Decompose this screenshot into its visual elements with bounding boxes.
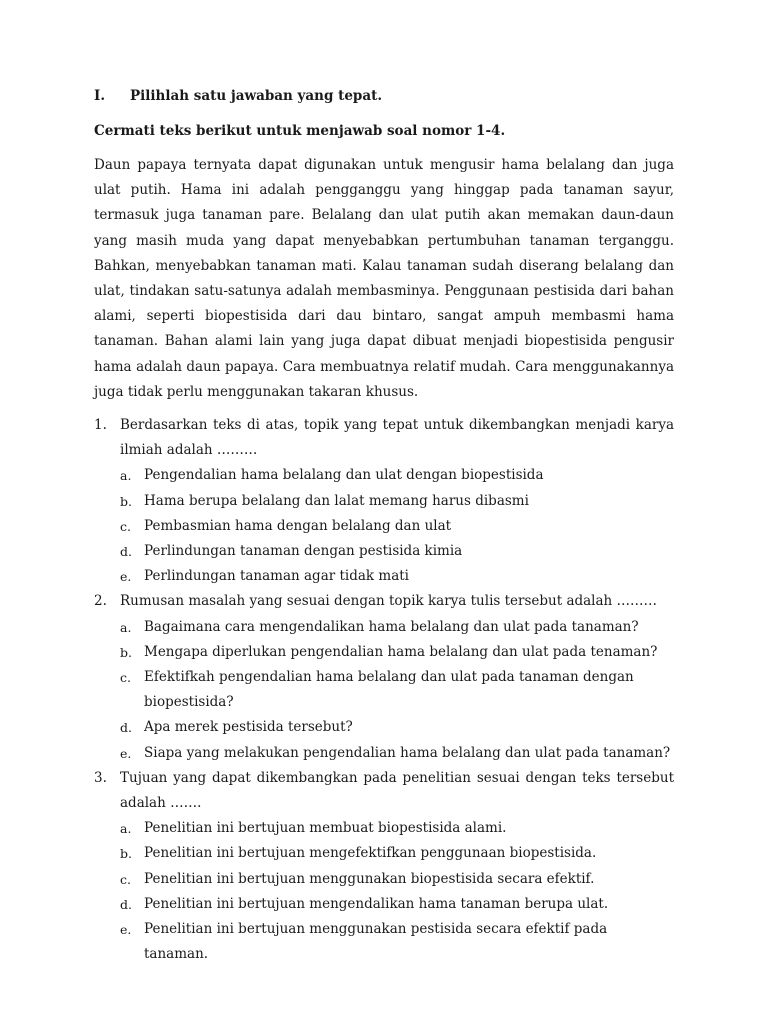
- question-number: 2.: [94, 593, 107, 610]
- option-d: [120, 539, 674, 564]
- option-letter: c.: [120, 871, 131, 887]
- option-letter: e.: [120, 922, 132, 938]
- question-text: Tujuan yang dapat dikembangkan pada penelitian sesuai dengan teks tersebut adalah …….: [120, 769, 674, 812]
- option-text: Pembasmian hama dengan belalang dan ulat: [144, 517, 452, 534]
- option-text: Hama berupa belalang dan lalat memang harus dibasmi: [144, 492, 529, 509]
- option-text: Penelitian ini bertujuan menggunakan biopestisida secara efektif.: [144, 870, 595, 887]
- option-letter: b.: [120, 493, 132, 509]
- option-letter: b.: [120, 644, 132, 660]
- question-text: Berdasarkan teks di atas, topik yang tepat untuk dikembangkan menjadi karya ilmiah adalah ………: [120, 417, 674, 459]
- option-e: [120, 917, 674, 967]
- option-e: [120, 564, 674, 589]
- option-text: Bagaimana cara mengendalikan hama belalang dan ulat pada tanaman?: [144, 618, 639, 635]
- option-letter: e.: [120, 569, 132, 585]
- option-letter: c.: [120, 518, 131, 534]
- option-letter: a.: [120, 619, 132, 635]
- option-text: Pengendalian hama belalang dan ulat dengan biopestisida: [144, 467, 544, 484]
- option-a: [120, 463, 674, 488]
- option-text: Penelitian ini bertujuan membuat biopestisida alami.: [144, 820, 507, 837]
- option-d: [120, 715, 674, 740]
- option-c: [120, 867, 674, 892]
- question-3: [94, 766, 674, 968]
- option-text: Penelitian ini bertujuan mengefektifkan penggunaan biopestisida.: [144, 845, 597, 862]
- question-number: 1.: [94, 417, 107, 434]
- option-b: [120, 640, 674, 665]
- option-letter: c.: [120, 670, 131, 686]
- question-text: Rumusan masalah yang sesuai dengan topik karya tulis tersebut adalah ………: [120, 593, 658, 610]
- option-letter: e.: [120, 745, 132, 761]
- option-text: Perlindungan tanaman agar tidak mati: [144, 568, 409, 585]
- question-2: [94, 589, 674, 765]
- passage-instruction: Cermati teks berikut untuk menjawab soal nomor 1-4.: [94, 123, 506, 139]
- question-list: [94, 413, 674, 967]
- option-e: [120, 741, 674, 766]
- section-number: I.: [94, 88, 106, 104]
- option-letter: d.: [120, 720, 132, 736]
- option-letter: b.: [120, 846, 132, 862]
- option-b: [120, 489, 674, 514]
- document-page: [94, 84, 674, 968]
- option-text: Mengapa diperlukan pengendalian hama belalang dan ulat pada tenaman?: [144, 643, 658, 660]
- question-number: 3.: [94, 769, 107, 786]
- option-text: Penelitian ini bertujuan menggunakan pestisida secara efektif pada tanaman.: [144, 921, 608, 963]
- option-letter: a.: [120, 821, 132, 837]
- option-text: Siapa yang melakukan pengendalian hama belalang dan ulat pada tanaman?: [144, 744, 671, 761]
- option-letter: a.: [120, 468, 132, 484]
- option-a: [120, 615, 674, 640]
- section-title: Pilihlah satu jawaban yang tepat.: [130, 88, 383, 104]
- option-text: Apa merek pestisida tersebut?: [144, 719, 353, 736]
- option-text: Perlindungan tanaman dengan pestisida kimia: [144, 543, 463, 560]
- option-c: [120, 514, 674, 539]
- option-b: [120, 841, 674, 866]
- option-text: Efektifkah pengendalian hama belalang dan ulat pada tanaman dengan biopestisida?: [144, 669, 634, 711]
- question-1: [94, 413, 674, 589]
- option-text: Penelitian ini bertujuan mengendalikan hama tanaman berupa ulat.: [144, 895, 609, 912]
- option-d: [120, 892, 674, 917]
- option-a: [120, 816, 674, 841]
- option-letter: d.: [120, 544, 132, 560]
- option-letter: d.: [120, 896, 132, 912]
- section-heading: [94, 84, 674, 109]
- option-c: [120, 665, 674, 715]
- reading-passage: Daun papaya ternyata dapat digunakan untuk mengusir hama belalang dan juga ulat putih. Hama ini adalah pengganggu yang hinggap pada tanaman sayur, termasuk juga tanaman pare. Belalang dan ulat putih akan memakan daun-daun yang masih muda yang dapat menyebabkan pertumbuhan tanaman terganggu. Bahkan, menyebabkan tanaman mati. Kalau tanaman sudah diserang belalang dan ulat, tindakan satu-satunya adalah membasminya. Penggunaan pestisida dari bahan alami, seperti biopestisida dari dau bintaro, sangat ampuh membasmi hama tanaman. Bahan alami lain yang juga dapat dibuat menjadi biopestisida pengusir hama adalah daun papaya. Cara membuatnya relatif mudah. Cara menggunakannya juga tidak perlu menggunakan takaran khusus.: [94, 157, 674, 400]
